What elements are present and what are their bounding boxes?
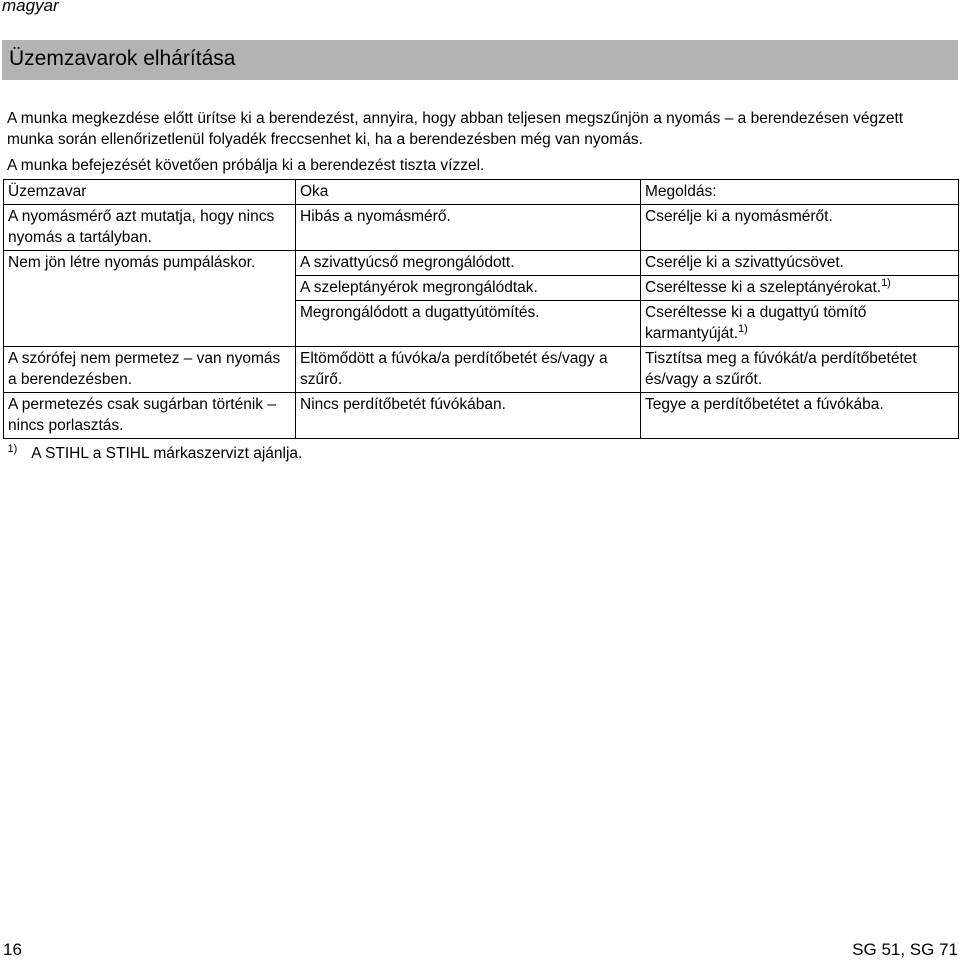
cause-cell: Nincs perdítőbetét fúvókában. <box>296 393 641 439</box>
section-title: Üzemzavarok elhárítása <box>9 47 236 70</box>
model-label: SG 51, SG 71 <box>852 940 958 959</box>
table-row <box>4 393 959 439</box>
page-number: 16 <box>3 940 22 959</box>
remedy-cell: Tisztítsa meg a fúvókát/a perdítőbetétet és/vagy a szűrőt. <box>641 347 959 393</box>
fault-cell: A nyomásmérő azt mutatja, hogy nincs nyomás a tartályban. <box>4 205 296 251</box>
footnote <box>4 439 959 467</box>
fault-cell: A permetezés csak sugárban történik – nincs porlasztás. <box>4 393 296 439</box>
cause-cell: Hibás a nyomásmérő. <box>296 205 641 251</box>
footnote-row <box>4 439 959 467</box>
footnote-reference: 1) <box>738 322 748 335</box>
column-header-cause: Oka <box>296 180 641 205</box>
table-row <box>4 251 959 276</box>
footnote-reference: 1) <box>881 276 891 289</box>
fault-cell-empty <box>4 276 296 301</box>
footnote-text: A STIHL a STIHL márkaszervizt ajánlja. <box>31 445 303 462</box>
intro-paragraph-test-water: A munka befejezését követően próbálja ki a berendezést tiszta vízzel. <box>7 157 485 174</box>
fault-cell: A szórófej nem permetez – van nyomás a berendezésben. <box>4 347 296 393</box>
remedy-cell <box>641 276 959 301</box>
cause-cell: A szivattyúcső megrongálódott. <box>296 251 641 276</box>
remedy-text: Cseréltesse ki a szeleptányérokat. <box>645 279 882 296</box>
table-row <box>4 347 959 393</box>
remedy-cell: Cserélje ki a szivattyúcsövet. <box>641 251 959 276</box>
remedy-cell <box>641 301 959 347</box>
column-header-remedy: Megoldás: <box>641 180 959 205</box>
language-label: magyar <box>2 0 59 15</box>
table-row <box>4 276 959 301</box>
remedy-cell: Tegye a perdítőbetétet a fúvókába. <box>641 393 959 439</box>
remedy-cell: Cserélje ki a nyomásmérőt. <box>641 205 959 251</box>
table-row <box>4 301 959 347</box>
fault-cell-empty <box>4 301 296 347</box>
remedy-text: Cseréltesse ki a dugattyú tömítő karmantyúját. <box>645 304 867 342</box>
cause-cell: Eltömődött a fúvóka/a perdítőbetét és/vagy a szűrő. <box>296 347 641 393</box>
column-header-fault: Üzemzavar <box>4 180 296 205</box>
table-header-row <box>4 180 959 205</box>
table-row <box>4 205 959 251</box>
fault-cell: Nem jön létre nyomás pumpáláskor. <box>4 251 296 276</box>
intro-paragraph-pressure-warning: A munka megkezdése előtt ürítse ki a berendezést, annyira, hogy abban teljesen megszűnjön a nyomás – a berendezésen végzett munka során ellenőrizetlenül folyadék freccsenhet ki, ha a berendezésben még van nyomás. <box>7 110 904 148</box>
footnote-mark: 1) <box>7 443 18 455</box>
cause-cell: Megrongálódott a dugattyútömítés. <box>296 301 641 347</box>
troubleshooting-table <box>3 179 959 466</box>
cause-cell: A szeleptányérok megrongálódtak. <box>296 276 641 301</box>
